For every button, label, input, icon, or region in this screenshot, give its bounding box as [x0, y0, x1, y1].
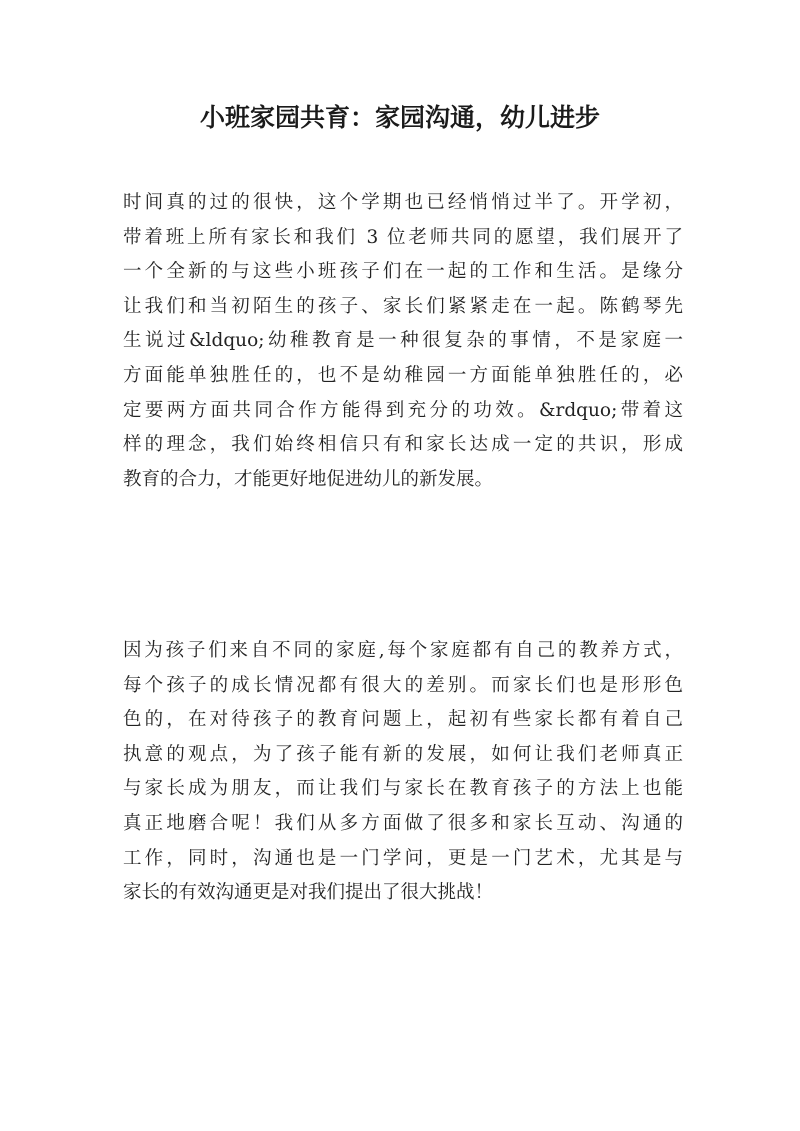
paragraph-line: 生说过&ldquo;幼稚教育是一种很复杂的事情，不是家庭一 — [123, 330, 683, 352]
paragraph-line: 每个孩子的成长情况都有很大的差别。而家长们也是形形色 — [123, 674, 683, 696]
document-title: 小班家园共育：家园沟通，幼儿进步 — [199, 103, 600, 132]
paragraph-line: 让我们和当初陌生的孩子、家长们紧紧走在一起。陈鹤琴先 — [123, 295, 683, 317]
paragraph-line: 带着班上所有家长和我们 3 位老师共同的愿望，我们展开了 — [123, 226, 683, 248]
paragraph-line: 真正地磨合呢！我们从多方面做了很多和家长互动、沟通的 — [123, 812, 683, 834]
paragraph-1 — [123, 186, 683, 497]
paragraph-line: 方面能单独胜任的，也不是幼稚园一方面能单独胜任的，必 — [123, 364, 683, 386]
paragraph-line: 工作，同时，沟通也是一门学问，更是一门艺术，尤其是与 — [123, 847, 683, 869]
paragraph-line: 一个全新的与这些小班孩子们在一起的工作和生活。是缘分 — [123, 261, 683, 283]
paragraph-2 — [123, 634, 683, 911]
paragraph-line: 执意的观点，为了孩子能有新的发展，如何让我们老师真正 — [123, 743, 683, 765]
paragraph-line: 与家长成为朋友，而让我们与家长在教育孩子的方法上也能 — [123, 778, 683, 800]
paragraph-line: 因为孩子们来自不同的家庭,每个家庭都有自己的教养方式， — [123, 640, 683, 661]
paragraph-line: 样的理念，我们始终相信只有和家长达成一定的共识，形成 — [123, 434, 683, 456]
paragraph-line: 定要两方面共同合作方能得到充分的功效。&rdquo;带着这 — [123, 399, 683, 421]
paragraph-line: 色的，在对待孩子的教育问题上，起初有些家长都有着自己 — [123, 709, 683, 731]
paragraph-line: 时间真的过的很快，这个学期也已经悄悄过半了。开学初， — [123, 192, 683, 213]
paragraph-line: 教育的合力，才能更好地促进幼儿的新发展。 — [123, 468, 494, 490]
paragraph-line: 家长的有效沟通更是对我们提出了很大挑战！ — [123, 882, 494, 904]
